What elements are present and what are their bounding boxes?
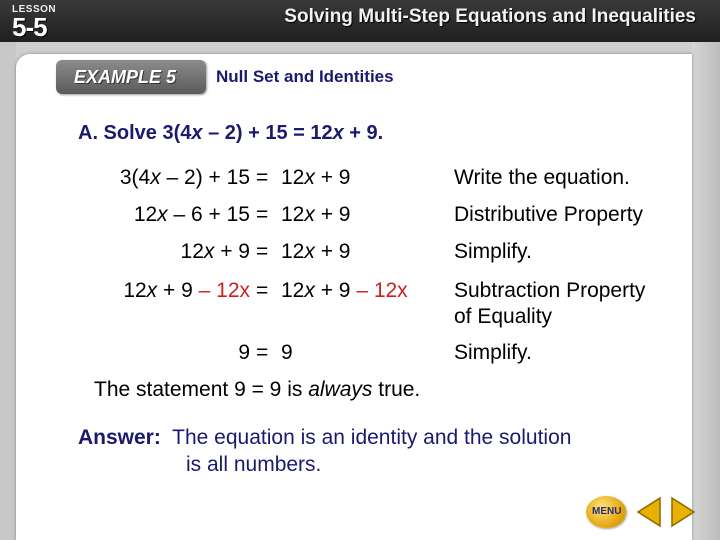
menu-button[interactable] [586,496,626,528]
step-left-side: 9 [238,341,250,364]
step-reason-cont: of Equality [454,305,553,328]
answer [78,426,571,450]
triangle-right-icon [672,498,694,526]
step-left-side: 12x + 9 [180,240,250,263]
step-right-side: 12x + 9 [281,166,351,189]
conclusion-statement: The statement 9 = 9 is always true. [94,378,421,401]
problem-text: – 2) + 15 = 12 [202,122,333,144]
step-left-side: 12x – 6 + 15 [133,203,250,226]
previous-slide-button[interactable] [634,496,664,528]
problem-statement [78,122,383,145]
step-left-side: 12x + 9 – 12x [123,279,250,302]
lesson-title: Solving Multi-Step Equations and Inequalities [284,6,696,27]
step-reason: Subtraction Property [454,279,646,302]
step-reason: Distributive Property [454,203,644,226]
subtracted-term: – 12x [198,279,250,302]
example-tab [56,60,206,94]
next-slide-button[interactable] [668,496,698,528]
answer-text: The equation is an identity and the solution [172,426,572,449]
subtracted-term: – 12x [356,279,408,302]
answer-text-cont: is all numbers. [186,453,322,476]
example-title: Null Set and Identities [216,67,394,86]
step-right-side: 9 [281,341,293,364]
solution-step [0,240,720,270]
equals-sign: = [256,341,269,364]
step-reason: Simplify. [454,341,532,364]
lesson-header [0,0,720,42]
step-right-side: 12x + 9 – 12x [281,279,408,302]
answer-label: Answer: [78,426,161,449]
step-right-side: 12x + 9 [281,240,351,263]
step-right-side: 12x + 9 [281,203,351,226]
menu-label: MENU [592,506,622,517]
lesson-label: LESSON [12,4,57,15]
problem-var: x [332,122,344,144]
equals-sign: = [256,166,269,189]
solution-step [0,341,720,371]
step-reason: Write the equation. [454,166,630,189]
equals-sign: = [256,279,269,302]
step-left-side: 3(4x – 2) + 15 [119,166,250,189]
problem-var: x [191,122,203,144]
solution-step [0,166,720,196]
lesson-badge [4,2,68,40]
step-reason: Simplify. [454,240,532,263]
lesson-number: 5-5 [12,12,47,42]
equals-sign: = [256,203,269,226]
triangle-left-icon [638,498,660,526]
problem-text: A. Solve 3(4 [78,122,192,144]
problem-text: + 9. [343,122,384,144]
example-tab-label: EXAMPLE 5 [74,67,177,87]
solution-step [0,279,720,335]
equals-sign: = [256,240,269,263]
solution-step [0,203,720,233]
